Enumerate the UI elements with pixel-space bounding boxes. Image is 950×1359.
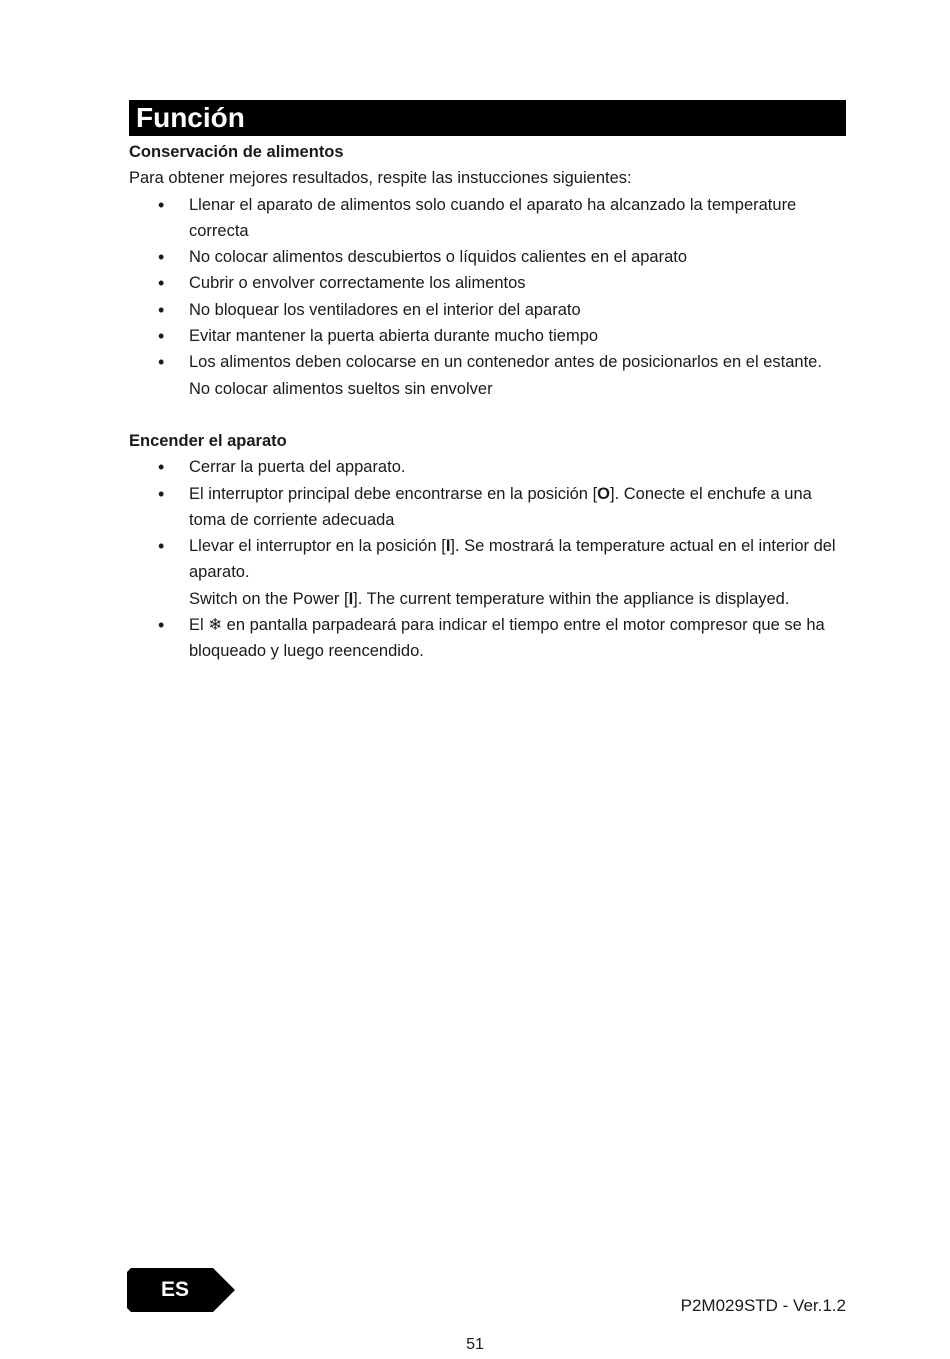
list-item: • El interruptor principal debe encontrarse en la posición [O]. Conecte el enchufe a una toma de corriente adecuada [129,481,846,534]
list-item: • Cubrir o envolver correctamente los alimentos [129,270,846,296]
bullet-icon: • [158,352,165,373]
list-item: • Llevar el interruptor en la posición [I]. Se mostrará la temperature actual en el interior del aparato. Switch on the Power [I]. The current temperature within the appliance is displayed. [129,533,846,612]
subheading-switch-on: Encender el aparato [129,431,287,450]
subheading-food-storage: Conservación de alimentos [129,143,344,161]
list-item: • Llenar el aparato de alimentos solo cuando el aparato ha alcanzado la temperature correcta [129,192,846,245]
language-code: ES [160,1278,189,1301]
page-content [129,139,846,665]
switch-position-key: I [348,589,354,608]
list-item: • No colocar alimentos descubiertos o líquidos calientes en el aparato [129,244,846,270]
bullet-icon: • [158,483,165,504]
list-item: • El ❄ en pantalla parpadeará para indicar el tiempo entre el motor compresor que se ha bloqueado y luego reencendido. [129,612,846,665]
bullet-icon: • [158,326,165,347]
list-item: • Los alimentos deben colocarse en un contenedor antes de posicionarlos en el estante. No colocar alimentos sueltos sin envolver [129,349,846,402]
section-header-bar [129,100,846,136]
switch-on-list [129,454,846,664]
english-note: Switch on the Power [I]. The current temperature within the appliance is displayed. [189,589,790,608]
bullet-icon: • [158,536,165,557]
food-storage-list [129,192,846,402]
bullet-icon: • [158,299,165,320]
language-tab [127,1268,235,1312]
snowflake-icon: ❄ [208,616,223,635]
switch-position-key: I [445,537,451,556]
intro-text: Para obtener mejores resultados, respite las instucciones siguientes: [129,169,632,188]
list-item: • Cerrar la puerta del apparato. [129,454,846,480]
bullet-icon: • [158,247,165,268]
bullet-icon: • [158,457,165,478]
switch-position-key: O [597,484,610,503]
bullet-icon: • [158,615,165,636]
bullet-icon: • [158,194,165,215]
page-number: 51 [466,1336,484,1353]
section-title: Función [136,102,245,133]
bullet-icon: • [158,273,165,294]
document-code: P2M029STD - Ver.1.2 [680,1296,846,1315]
section-spacer [129,402,846,428]
list-item: • No bloquear los ventiladores en el interior del aparato [129,297,846,323]
list-item: • Evitar mantener la puerta abierta durante mucho tiempo [129,323,846,349]
